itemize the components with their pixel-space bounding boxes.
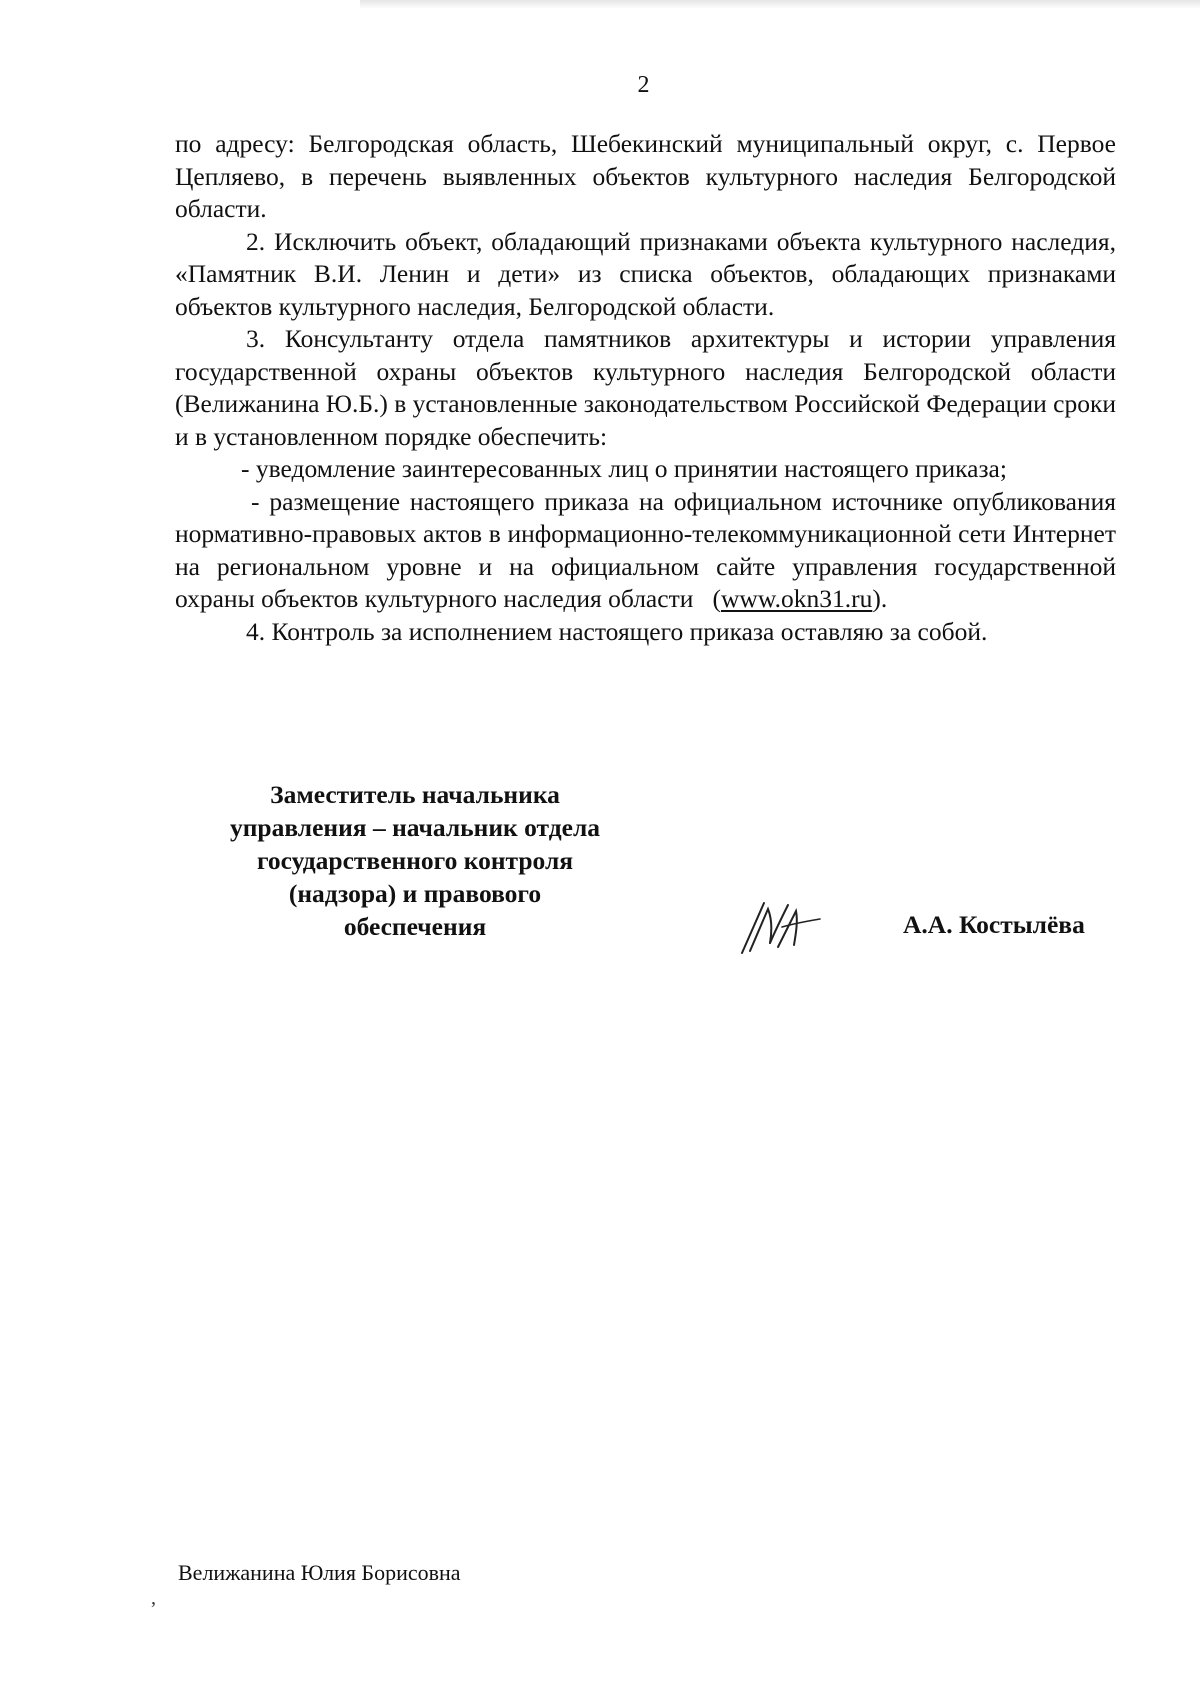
paragraph-bullet-publish [175,486,1116,616]
scan-edge [360,0,1200,9]
page-number: 2 [637,72,650,98]
publish-text: - размещение настоящего приказа на официальном источнике опубликования нормативно-правовых актов в информационно-телекоммуникационной сети Интернет на региональном уровне и на официальном сайте управления государственной охраны объектов культурного наследия области [175,486,1116,613]
document-body [175,128,1116,648]
position-line: (надзора) и правового [288,879,542,908]
paragraph-item-3: 3. Консультанту отдела памятников архитектуры и истории управления государственной охраны объектов культурного наследия Белгородской области (Велижанина Ю.Б.) в установленные законодательством Российской Федерации сроки и в установленном порядке обеспечить: [175,324,1116,451]
position-line: Заместитель начальника [270,780,560,809]
paragraph-address: по адресу: Белгородская область, Шебекинский муниципальный округ, с. Первое Цепляево, в перечень выявленных объектов культурного наследия Белгородской области. [175,129,1116,223]
url-open-paren: ( [712,584,721,613]
position-line: государственного контроля [256,846,574,875]
scan-speck: , [151,1587,156,1609]
paragraph-item-4: 4. Контроль за исполнением настоящего приказа оставляю за собой. [246,616,988,646]
url-close-paren: ). [872,584,888,613]
position-line: управления – начальник отдела [229,813,600,842]
paragraph-bullet-notify: - уведомление заинтересованных лиц о принятии настоящего приказа; [241,454,1007,483]
position-line: обеспечения [343,912,487,941]
website-link[interactable]: www.okn31.ru [720,584,873,613]
signatory-name: А.А. Костылёва [903,910,1085,939]
executor-name: Велижанина Юлия Борисовна [178,1560,461,1585]
signatory-position [200,778,630,943]
paragraph-item-2: 2. Исключить объект, обладающий признаками объекта культурного наследия, «Памятник В.И. Ленин и дети» из списка объектов, обладающих признаками объектов культурного наследия, Белгородской области. [175,226,1116,321]
handwritten-signature [738,895,824,957]
